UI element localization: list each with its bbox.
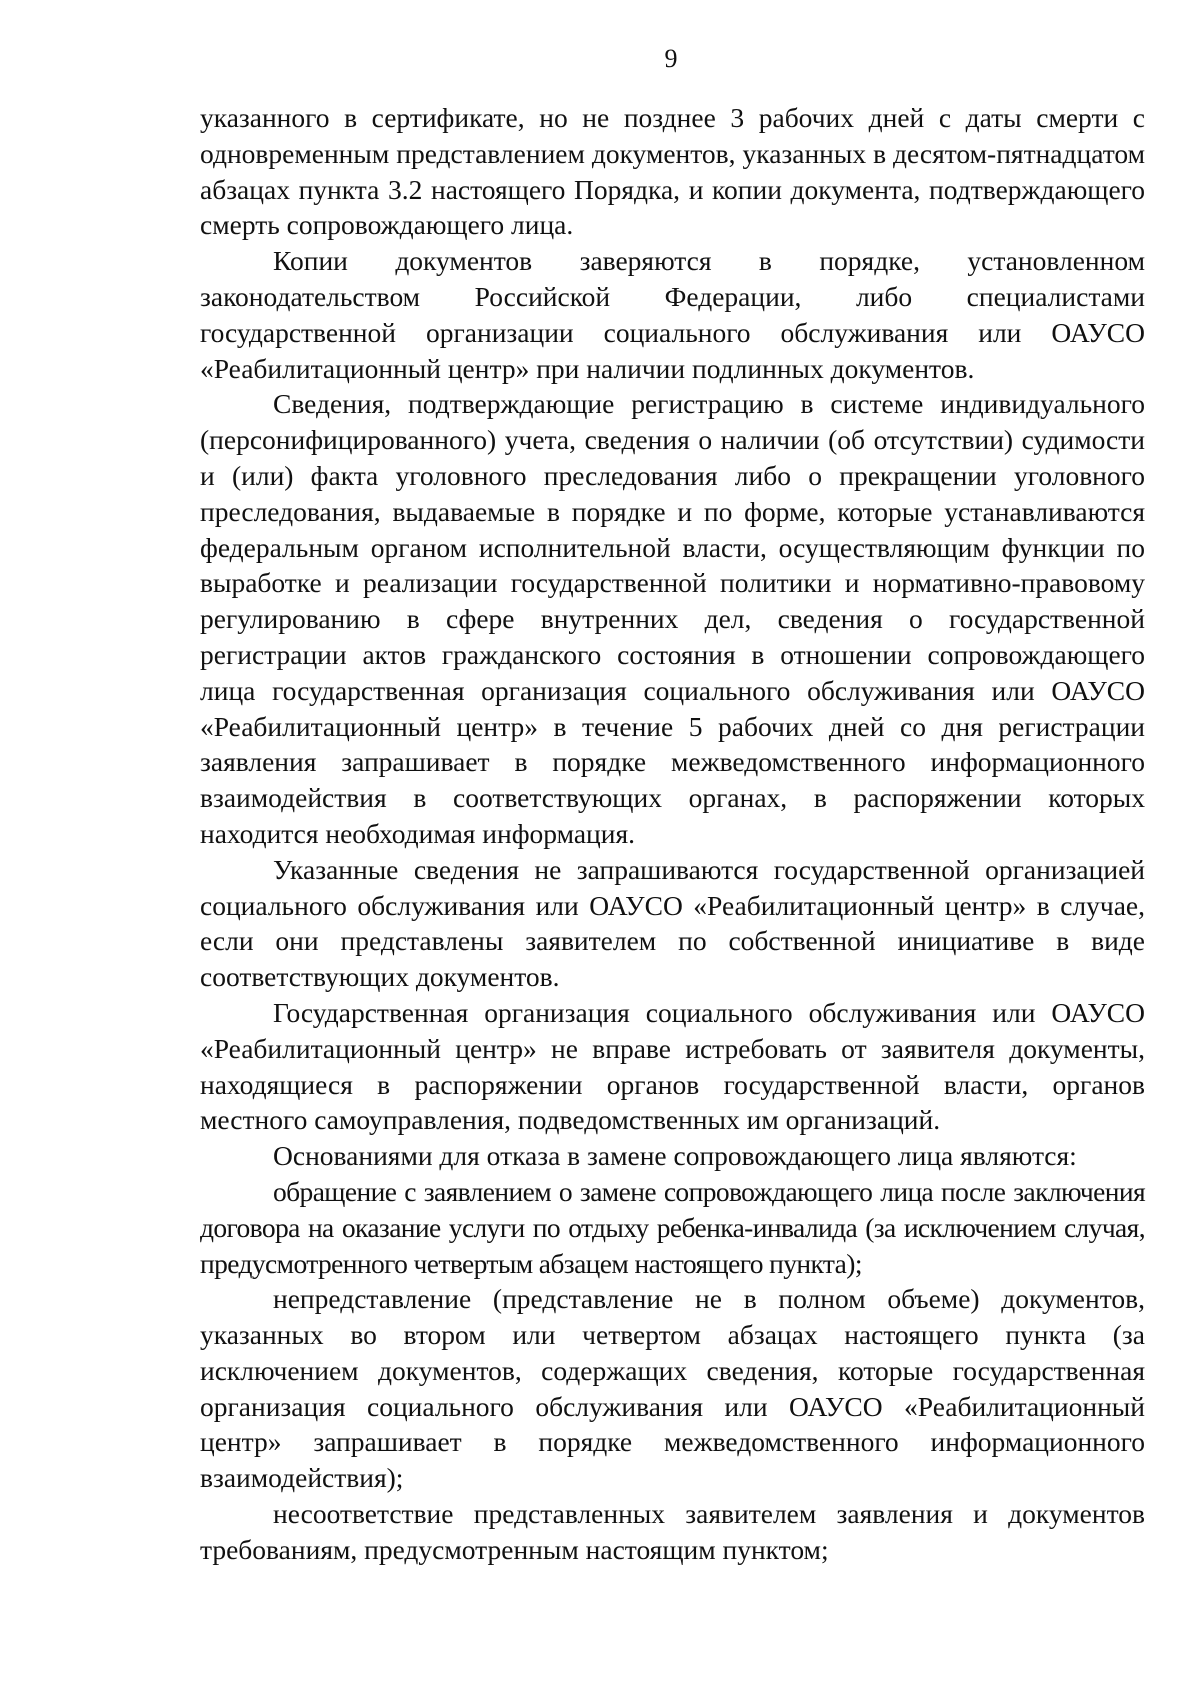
- paragraph-own-initiative: Указанные сведения не запрашиваются государственной организацией социального обслуживания или ОАУСО «Реабилитационный центр» в случае, если они представлены заявителем по собственной инициативе в виде соответствующих документов.: [200, 853, 1145, 993]
- document-body: [200, 100, 1145, 1568]
- paragraph-continuation: указанного в сертификате, но не позднее 3 рабочих дней с даты смерти с одновременным представлением документов, указанных в десятом-пятнадцатом абзацах пункта 3.2 настоящего Порядка, и копии документа, подтверждающего смерть сопровождающего лица.: [200, 102, 1145, 241]
- paragraph-no-demand: Государственная организация социального обслуживания или ОАУСО «Реабилитационный центр» не вправе истребовать от заявителя документы, находящиеся в распоряжении органов государственной власти, органов местного самоуправления, подведомственных им организаций.: [200, 996, 1145, 1136]
- paragraph-information-request: Сведения, подтверждающие регистрацию в системе индивидуального (персонифицированного) учета, сведения о наличии (об отсутствии) судимости и (или) факта уголовного преследования либо о прекращении уголовного преследования, выдаваемые в порядке и по форме, которые устанавливаются федеральным органом исполнительной власти, осуществляющим функции по выработке и реализации государственной политики и нормативно-правовому регулированию в сфере внутренних дел, сведения о государственной регистрации актов гражданского состояния в отношении сопровождающего лица государственная организация социального обслуживания или ОАУСО «Реабилитационный центр» в течение 5 рабочих дней со дня регистрации заявления запрашивает в порядке межведомственного информационного взаимодействия в соответствующих органах, в распоряжении которых находится необходимая информация.: [200, 388, 1145, 849]
- list-item-after-contract: обращение с заявлением о замене сопровождающего лица после заключения договора на оказание услуги по отдыху ребенка-инвалида (за исключением случая, предусмотренного четвертым абзацем настоящего пункта);: [200, 1175, 1145, 1279]
- list-item-non-compliance: несоответствие представленных заявителем заявления и документов требованиям, предусмотренным настоящим пунктом;: [200, 1498, 1145, 1565]
- page-number: 9: [664, 44, 678, 73]
- paragraph-refusal-grounds: Основаниями для отказа в замене сопровождающего лица являются:: [273, 1140, 1077, 1172]
- paragraph-copies-certification: Копии документов заверяются в порядке, установленном законодательством Российской Федерации, либо специалистами государственной организации социального обслуживания или ОАУСО «Реабилитационный центр» при наличии подлинных документов.: [200, 245, 1145, 384]
- list-item-missing-documents: непредставление (представление не в полном объеме) документов, указанных во втором или четвертом абзацах настоящего пункта (за исключением документов, содержащих сведения, которые государственная организация социального обслуживания или ОАУСО «Реабилитационный центр» запрашивает в порядке межведомственного информационного взаимодействия);: [200, 1283, 1145, 1494]
